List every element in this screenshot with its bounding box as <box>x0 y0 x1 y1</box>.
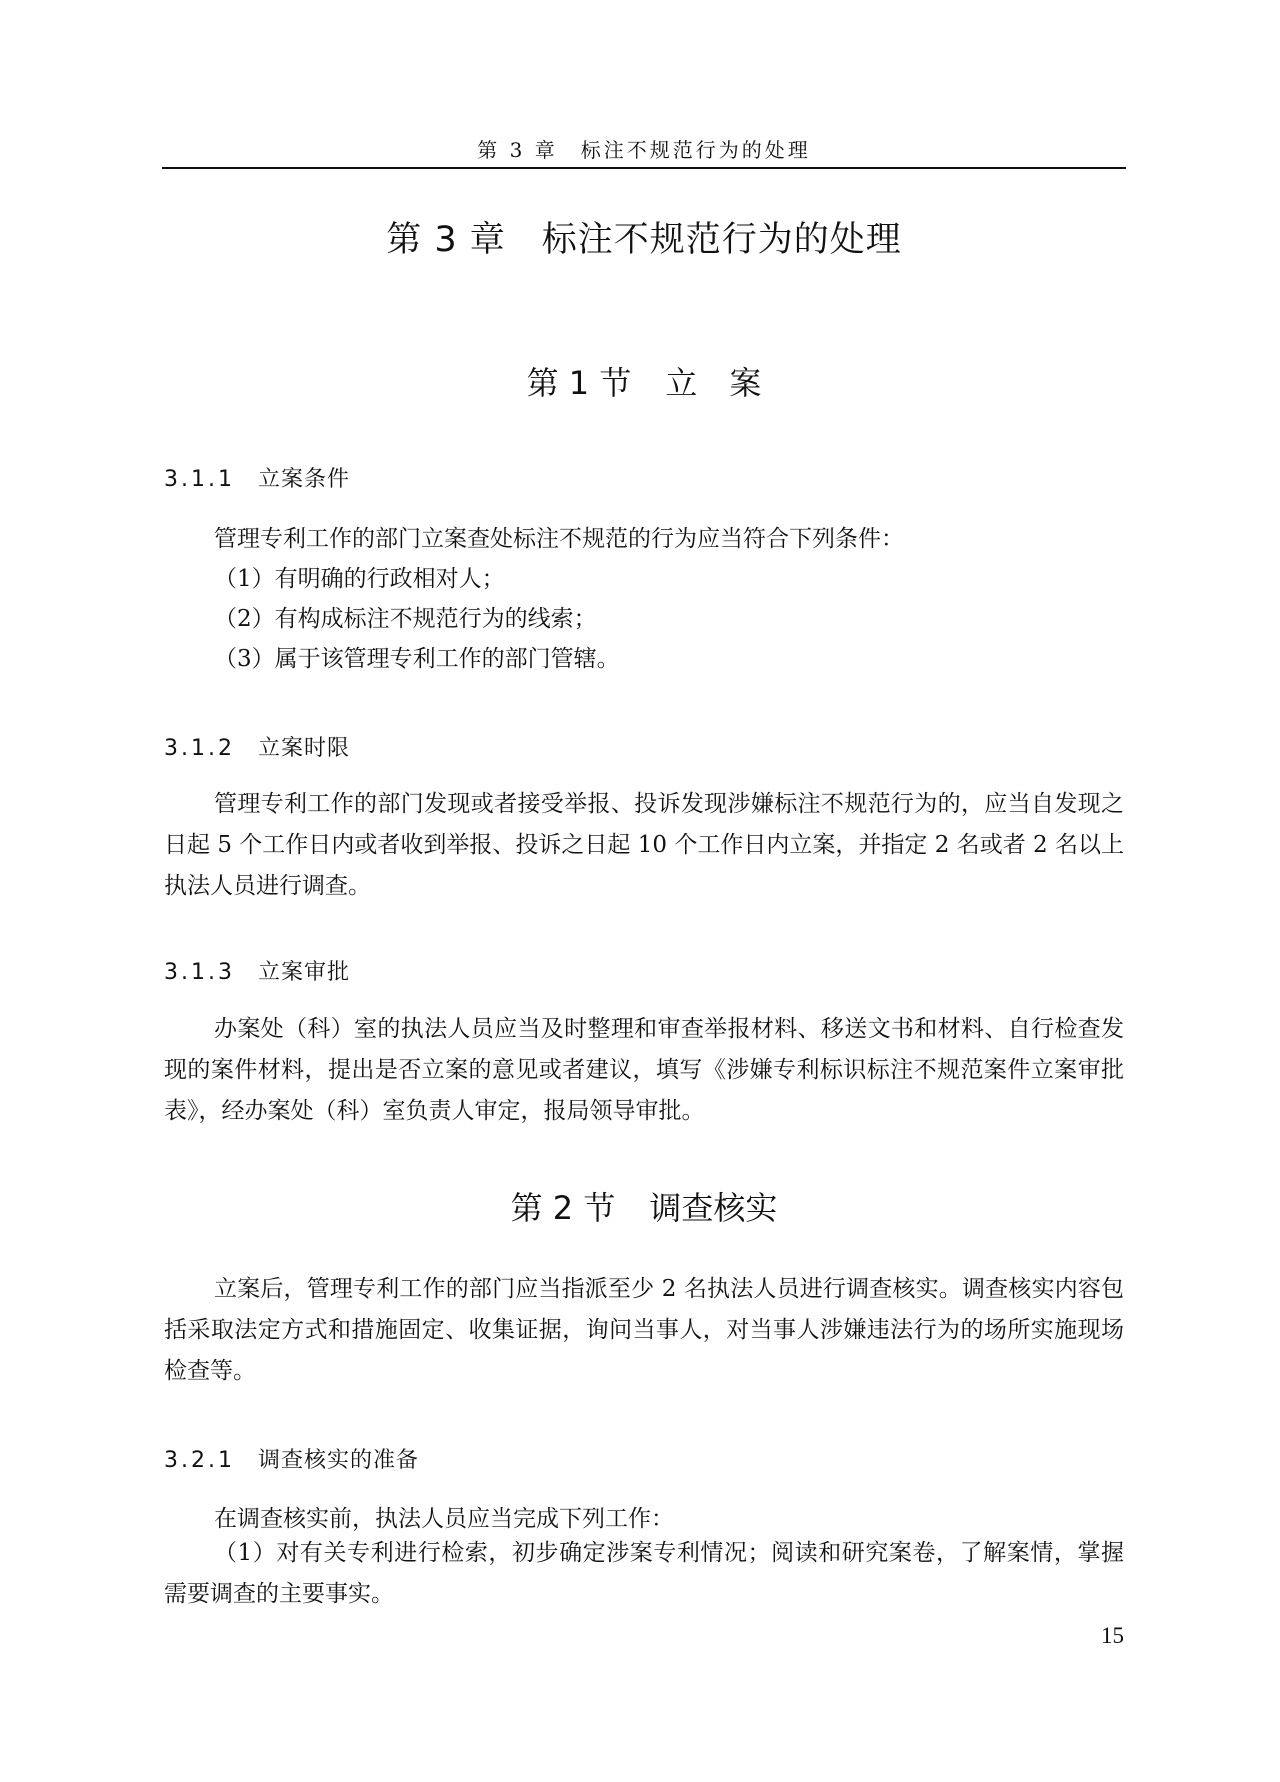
page-number: 15 <box>1101 1623 1124 1648</box>
section-1-name: 立 案 <box>665 364 762 402</box>
chapter-number: 第 3 章 <box>386 220 506 260</box>
subsection-number: 3.1.1 <box>164 467 235 492</box>
time-limit-paragraph: 管理专利工作的部门发现或者接受举报、投诉发现涉嫌标注不规范行为的，应当自发现之日起 5 个工作日内或者收到举报、投诉之日起 10 个工作日内立案，并指定 2 名或者 2 名以上执法人员进行调查。 <box>164 791 1124 899</box>
conditions-intro: 管理专利工作的部门立案查处标注不规范的行为应当符合下列条件： <box>214 526 904 552</box>
section-2-title <box>162 1183 1126 1229</box>
subsection-title: 立案时限 <box>258 736 351 761</box>
subsection-number: 3.1.3 <box>164 960 235 985</box>
approval-paragraph: 办案处（科）室的执法人员应当及时整理和审查举报材料、移送文书和材料、自行检查发现的案件材料，提出是否立案的意见或者建议，填写《涉嫌专利标识标注不规范案件立案审批表》，经办案处（科）室负责人审定，报局领导审批。 <box>164 1016 1124 1124</box>
subsection-number: 3.2.1 <box>164 1448 235 1473</box>
preparation-intro: 在调查核实前，执法人员应当完成下列工作： <box>214 1506 674 1532</box>
subsection-title: 立案条件 <box>258 467 351 492</box>
preparation-item: （1）对有关专利进行检索，初步确定涉案专利情况；阅读和研究案卷，了解案情，掌握需要调查的主要事实。 <box>164 1540 1124 1607</box>
condition-item: （1）有明确的行政相对人； <box>214 566 505 592</box>
subsection-title: 立案审批 <box>258 960 351 985</box>
condition-item: （3）属于该管理专利工作的部门管辖。 <box>214 646 620 672</box>
section-2-name: 调查核实 <box>649 1189 778 1227</box>
chapter-title <box>162 212 1126 262</box>
header-rule <box>162 167 1126 169</box>
running-header: 第 3 章 标注不规范行为的处理 <box>477 138 811 162</box>
subsection-3-1-2-heading <box>164 731 350 762</box>
subsection-number: 3.1.2 <box>164 736 235 761</box>
investigation-intro-paragraph: 立案后，管理专利工作的部门应当指派至少 2 名执法人员进行调查核实。调查核实内容包括采取法定方式和措施固定、收集证据，询问当事人，对当事人涉嫌违法行为的场所实施现场检查等。 <box>164 1276 1124 1384</box>
section-1-title <box>162 358 1126 404</box>
subsection-3-2-1-heading <box>164 1443 419 1474</box>
section-2-number: 第 2 节 <box>510 1189 616 1227</box>
section-1-number: 第 1 节 <box>526 364 632 402</box>
subsection-title: 调查核实的准备 <box>258 1448 420 1473</box>
subsection-3-1-3-heading <box>164 955 350 986</box>
condition-item: （2）有构成标注不规范行为的线索； <box>214 606 597 632</box>
chapter-name: 标注不规范行为的处理 <box>541 220 902 260</box>
subsection-3-1-1-heading <box>164 462 350 493</box>
